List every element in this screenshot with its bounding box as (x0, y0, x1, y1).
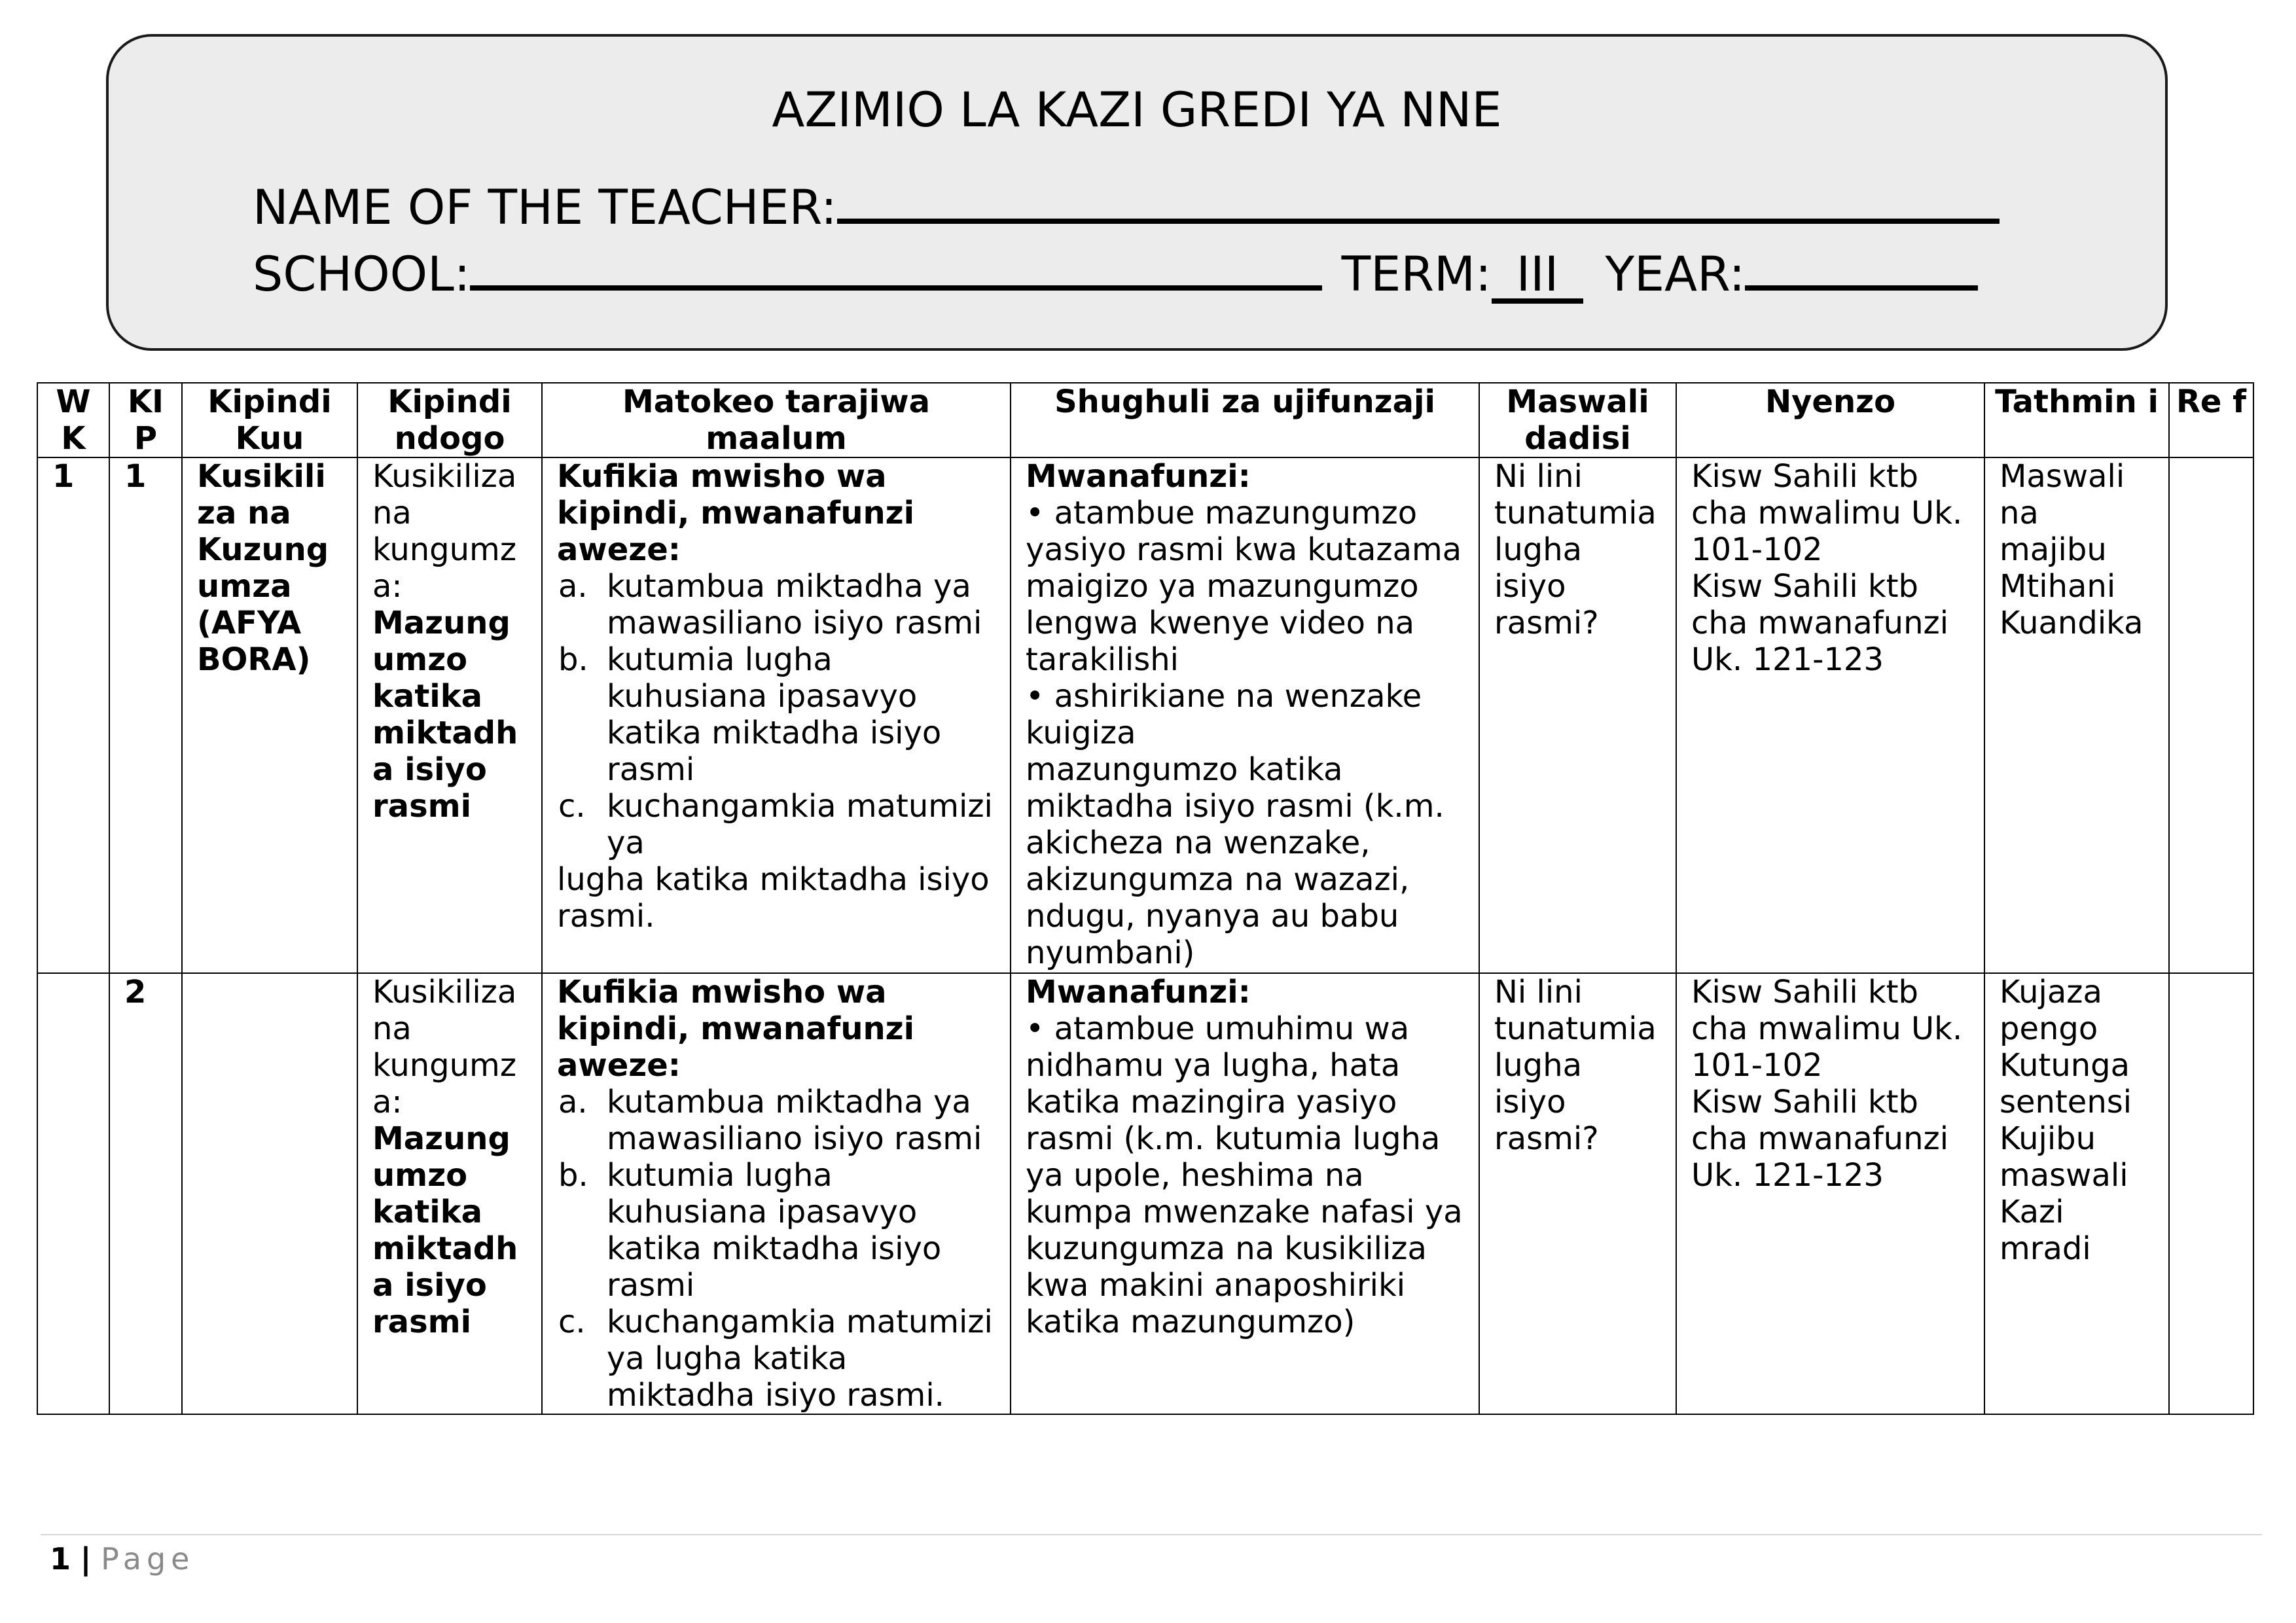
list-item (558, 641, 996, 788)
list-item (558, 788, 996, 861)
tathmini-item: Kujaza pengo (2000, 974, 2102, 1047)
list-item-text: kuchangamkia matumizi ya (607, 788, 993, 861)
cell-tathmini (1984, 457, 2169, 973)
teacher-label: NAME OF THE TEACHER: (253, 180, 837, 236)
header-maswali: Maswali dadisi (1479, 383, 1676, 457)
header-ref: Re f (2169, 383, 2253, 457)
year-blank[interactable] (1745, 246, 1978, 291)
shughuli-line: mazungumzo katika miktadha isiyo rasmi (k.m. akicheza na wenzake, akizungumza na wazazi, ndugu, nyanya au babu nyumbani) (1026, 751, 1444, 971)
list-item-text: kutambua miktadha ya mawasiliano isiyo rasmi (607, 568, 982, 641)
shughuli-intro: Mwanafunzi: (1026, 458, 1251, 495)
list-marker: c. (558, 788, 586, 825)
header-kipindi-ndogo: Kipindi ndogo (357, 383, 542, 457)
term-label: TERM: (1341, 247, 1492, 302)
tathmini-item: Kujibu maswali (2000, 1120, 2128, 1194)
nyenzo-item: Kisw Sahili ktb cha mwalimu Uk. 101-102 (1691, 458, 1963, 568)
teacher-blank[interactable] (837, 179, 2000, 224)
shughuli-line: • atambue mazungumzo yasiyo rasmi kwa kutazama maigizo ya mazungumzo lengwa kwenye video na tarakilishi (1026, 495, 1462, 678)
list-marker: a. (558, 568, 588, 605)
header-box (106, 34, 2168, 351)
header-shughuli: Shughuli za ujifunzaji (1011, 383, 1479, 457)
kipindi-ndogo-topic: Mazung umzo katika miktadh a isiyo rasmi (372, 1120, 518, 1340)
table-header-row (37, 383, 2253, 457)
table-row (37, 457, 2253, 973)
shughuli-intro: Mwanafunzi: (1026, 974, 1251, 1010)
cell-nyenzo (1676, 457, 1984, 973)
school-line (253, 246, 1978, 304)
list-item (558, 568, 996, 641)
list-marker: b. (558, 641, 588, 678)
cell-maswali: Ni lini tunatumia lugha isiyo rasmi? (1479, 457, 1676, 973)
school-label: SCHOOL: (253, 247, 471, 302)
footer-rule (41, 1534, 2262, 1535)
list-item-text: kutumia lugha kuhusiana ipasavyo katika miktadha isiyo rasmi (607, 1157, 942, 1304)
header-matokeo: Matokeo tarajiwa maalum (542, 383, 1011, 457)
tathmini-item: Kazi mradi (2000, 1194, 2091, 1267)
cell-wk: 1 (37, 457, 109, 973)
list-item-text: kuchangamkia matumizi ya lugha katika miktadha isiyo rasmi. (607, 1304, 993, 1414)
kipindi-ndogo-intro: Kusikiliza na kungumz a: (372, 974, 517, 1120)
header-nyenzo: Nyenzo (1676, 383, 1984, 457)
page-number: 1 (50, 1541, 71, 1577)
kipindi-ndogo-topic: Mazung umzo katika miktadh a isiyo rasmi (372, 605, 518, 825)
matokeo-intro: Kufikia mwisho wa kipindi, mwanafunzi aweze: (557, 974, 915, 1084)
scheme-of-work-table (37, 382, 2254, 1415)
matokeo-intro: Kufikia mwisho wa kipindi, mwanafunzi aweze: (557, 458, 915, 568)
teacher-line (253, 179, 2000, 236)
header-kipindi-kuu: Kipindi Kuu (182, 383, 357, 457)
tathmini-item: Kutunga sentensi (2000, 1047, 2132, 1120)
cell-kip: 2 (109, 973, 182, 1414)
cell-ref (2169, 973, 2253, 1414)
cell-matokeo (542, 457, 1011, 973)
cell-tathmini (1984, 973, 2169, 1414)
page-footer (50, 1541, 194, 1577)
cell-ref (2169, 457, 2253, 973)
matokeo-tail: lugha katika miktadha isiyo rasmi. (557, 861, 990, 935)
matokeo-list (557, 1084, 996, 1414)
cell-kipindi-kuu: Kusikili za na Kuzung umza (AFYA BORA) (182, 457, 357, 973)
list-item (558, 1084, 996, 1157)
shughuli-line: • ashirikiane na wenzake kuigiza (1026, 678, 1422, 751)
list-item-text: kutumia lugha kuhusiana ipasavyo katika miktadha isiyo rasmi (607, 641, 942, 788)
kipindi-ndogo-intro: Kusikiliza na kungumz a: (372, 458, 517, 605)
list-marker: b. (558, 1157, 588, 1194)
cell-maswali: Ni lini tunatumia lugha isiyo rasmi? (1479, 973, 1676, 1414)
table-row (37, 973, 2253, 1414)
header-kip: KI P (109, 383, 182, 457)
header-tathmini: Tathmin i (1984, 383, 2169, 457)
list-item-text: kutambua miktadha ya mawasiliano isiyo rasmi (607, 1084, 982, 1157)
cell-wk (37, 973, 109, 1414)
cell-kipindi-kuu (182, 973, 357, 1414)
list-item (558, 1304, 996, 1414)
shughuli-line: • atambue umuhimu wa nidhamu ya lugha, hata katika mazingira yasiyo rasmi (k.m. kutumia lugha ya upole, heshima na kumpa mwenzake nafasi ya kuzungumza na kusikiliza kwa makini anaposhiriki katika mazungumzo) (1026, 1010, 1463, 1340)
page-label: Page (101, 1541, 195, 1577)
year-label: YEAR: (1605, 247, 1746, 302)
school-blank[interactable] (470, 246, 1322, 291)
matokeo-list (557, 568, 996, 861)
cell-shughuli (1011, 973, 1479, 1414)
document-title: AZIMIO LA KAZI GREDI YA NNE (772, 82, 1502, 138)
tathmini-item: Mtihani Kuandika (2000, 568, 2144, 641)
cell-nyenzo (1676, 973, 1984, 1414)
header-wk: W K (37, 383, 109, 457)
cell-kip: 1 (109, 457, 182, 973)
cell-kipindi-ndogo (357, 457, 542, 973)
cell-matokeo (542, 973, 1011, 1414)
tathmini-item: Maswali na majibu (2000, 458, 2125, 568)
nyenzo-item: Kisw Sahili ktb cha mwanafunzi Uk. 121-123 (1691, 568, 1949, 678)
nyenzo-item: Kisw Sahili ktb cha mwalimu Uk. 101-102 (1691, 974, 1963, 1084)
list-item (558, 1157, 996, 1304)
list-marker: c. (558, 1304, 586, 1340)
list-marker: a. (558, 1084, 588, 1120)
cell-kipindi-ndogo (357, 973, 542, 1414)
nyenzo-item: Kisw Sahili ktb cha mwanafunzi Uk. 121-123 (1691, 1084, 1949, 1194)
footer-separator: | (80, 1541, 92, 1577)
cell-shughuli (1011, 457, 1479, 973)
term-value[interactable]: III (1492, 251, 1584, 304)
